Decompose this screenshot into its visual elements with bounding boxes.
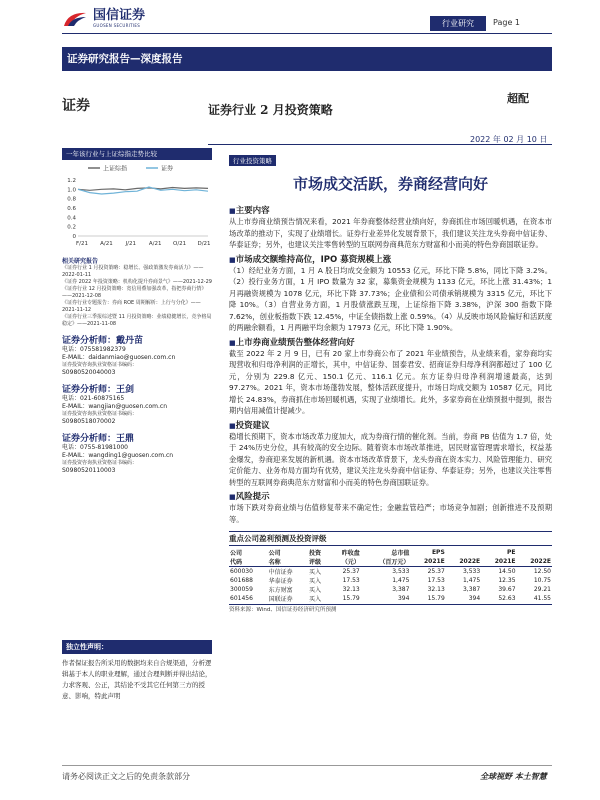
table-cell: 12.35 — [498, 577, 516, 584]
table-cell: 1,475 — [462, 577, 481, 584]
related-report-item: 《证券行业专题报告：券商 ROE 周期解析：上行与分化》——2021-11-12 — [62, 300, 201, 313]
table-cell: 华泰证券 — [268, 578, 293, 585]
date-divider — [208, 144, 552, 145]
table-header-cell: 评级 — [308, 559, 321, 566]
rating-label: 超配 — [507, 92, 529, 105]
section-heading: ■ 上市券商业绩预告整体经营向好 — [229, 336, 552, 348]
table-cell: 394 — [468, 595, 481, 602]
disclaimer-text: 作者保证报告所采用的数据均来自合规渠道，分析逻辑基于本人的职业理解，通过合理判断并得出结论，力求客观、公正，其结论不受其它任何第三方的授意、影响，特此声明 — [62, 659, 212, 700]
table-header-cell — [517, 548, 552, 557]
table-cell: 52.63 — [498, 595, 516, 602]
table-header-cell: EPS — [431, 549, 445, 556]
related-list — [62, 265, 212, 328]
table-row — [229, 585, 552, 594]
table-cell: 25.37 — [342, 568, 360, 575]
report-date: 2022 年 02 月 10 日 — [470, 135, 548, 144]
table-cell: 买入 — [308, 578, 321, 585]
table-cell: 中信证券 — [268, 569, 293, 576]
y-tick-label: 0.8 — [67, 196, 76, 203]
section-heading: ■ 投资建议 — [229, 419, 552, 431]
section-heading: ■ 市场成交额维持高位，IPO 募资规模上涨 — [229, 253, 552, 265]
table-header-cell: 昨收盘 — [341, 550, 360, 557]
main-content — [229, 148, 552, 613]
table-title: 重点公司盈利预测及投资评级 — [229, 531, 552, 546]
sidebar — [62, 148, 212, 475]
logo-name: 国信证券 — [93, 8, 146, 23]
section-paragraph: 市场下跌对券商业绩与估值修复带来不确定性；金融监管趋严；市场竞争加剧；创新推进不及预期等。 — [229, 503, 552, 524]
sections — [229, 204, 552, 525]
table-cell: 17.53 — [342, 577, 360, 584]
table-row — [229, 594, 552, 603]
y-tick-label: 0.6 — [67, 206, 76, 212]
related-report-item: 《证券 2022 年投资策略：机构化提升券商景气》——2021-12-29 — [62, 279, 212, 285]
analyst-cert-label: 证券投资咨询执业资格证书编码： — [62, 411, 138, 417]
section-paragraph: 从上市券商业绩预告情况来看，2021 年券商整体经营业绩向好，券商抓住市场回暖机遇，在资本市场改革的推动下，实现了业绩增长。证券行业差异化发展背景下，我们建议关注龙头券商中信证券、华泰证券；另外，也建议关注零售转型的互联网券商典范东方财富和小而美的特色券商国联证券。 — [229, 217, 552, 249]
table-cell: 买入 — [308, 596, 321, 603]
table-header-row-2 — [229, 557, 552, 567]
table-cell: 10.75 — [533, 577, 551, 584]
table-cell: 601456 — [230, 595, 253, 602]
page-number: Page 1 — [493, 18, 520, 27]
table-cell: 29.21 — [533, 586, 551, 593]
guosen-logo — [62, 9, 145, 28]
table-cell: 25.37 — [427, 568, 445, 575]
table-header-cell: 公司 — [230, 550, 243, 557]
x-tick-label: A/21 — [148, 241, 162, 247]
chart-title: 一年该行业与上证综指走势比较 — [62, 148, 212, 160]
analyst-tel: 电话：0755-81981000 — [62, 444, 128, 451]
table-cell: 买入 — [308, 569, 321, 576]
section-paragraph: （1）经纪业务方面，1 月 A 股日均成交金额为 10553 亿元，环比下降 5.8%，同比下降 3.2%。（2）投行业务方面，1 月 IPO 数量为 32 家，募集资金规模为 1133 亿元，环比上涨 31.43%；1 月再融资规模为 1078 亿元，环比下降 37.73%；企业债和公司债承销规模为 3315 亿元，环比下降 10%。（3）自营业务方面，1 月股债涨跌互现，上证综指下降 3.38%，沪深 300 指数下降 7.62%，创业板指数下跌 12.45%，中证全债指数上涨 0.59%。（4）从反映市场风险偏好和活跃度的两融余额看，1 月两融平均余额为 17973 亿元，环比下降 1.90%。 — [229, 265, 552, 332]
table-body — [229, 567, 552, 604]
table-header-cell: （百万元） — [379, 559, 410, 566]
table-row — [229, 567, 552, 577]
footer-slogan: 全球视野 本土智慧 — [480, 772, 547, 781]
table-cell: 3,387 — [462, 586, 481, 593]
related-title: 相关研究报告 — [62, 258, 99, 265]
table-cell: 32.13 — [342, 586, 360, 593]
table-cell: 394 — [397, 595, 410, 602]
table-header-cell: 代码 — [230, 559, 243, 566]
y-tick-label: 0.2 — [67, 224, 76, 231]
table-cell: 15.79 — [342, 595, 360, 602]
table-header-cell: 2022E — [530, 558, 551, 565]
section-paragraph: 稳增长预期下，资本市场改革力度加大，成为券商行情的催化剂。当前，券商 PB 估值为 1.7 倍，处于 24%历史分位，具有较高的安全边际。随着资本市场改革推进，居民财富管理需求增长，权益基金爆发，券商迎来发展的新机遇。资本市场改革背景下，龙头券商在资本实力、风险管理能力、研究定价能力、业务布局方面均有优势，建议关注龙头券商中信证券、华泰证券；另外，也建议关注零售转型的互联网券商典范东方财富和小而美的特色券商国联证券。 — [229, 431, 552, 487]
table-header-cell: 2021E — [494, 558, 516, 565]
y-tick-label: 1.2 — [67, 178, 76, 184]
table-cell: 15.79 — [427, 595, 445, 602]
analyst-name: 证券分析师：戴丹苗 — [62, 336, 144, 346]
table-cell: 600030 — [230, 568, 253, 575]
disclaimer-title: 独立性声明： — [62, 640, 212, 654]
report-title: 证券行业 2 月投资策略 — [208, 103, 333, 117]
x-tick-label: O/21 — [173, 241, 187, 247]
x-tick-label: D/21 — [197, 241, 211, 247]
table-header-cell: 总市值 — [391, 550, 410, 557]
footer-divider — [62, 765, 552, 766]
sector-label: 证券 — [62, 98, 90, 114]
analyst-list — [62, 333, 212, 475]
report-band: 证券研究报告—深度报告 — [62, 47, 552, 71]
analyst-cert-label: 证券投资咨询执业资格证书编码： — [62, 362, 138, 368]
top-divider — [62, 33, 552, 34]
x-tick-label: F/21 — [75, 241, 89, 247]
table-cell: 41.55 — [533, 595, 551, 602]
table-source: 资料来源：Wind、国信证券经济研究所预测 — [229, 604, 552, 613]
y-tick-label: 0 — [72, 234, 76, 240]
estimates-table — [229, 548, 552, 603]
table-cell: 300059 — [230, 586, 253, 593]
analyst-card — [62, 382, 212, 426]
column-tag: 行业投资策略 — [229, 155, 276, 166]
table-cell: 买入 — [308, 587, 321, 594]
trend-chart-svg — [62, 160, 212, 256]
table-cell: 1,475 — [392, 577, 410, 584]
analyst-email: E-MAIL：daidanmiao@guosen.com.cn — [62, 354, 176, 361]
trend-chart — [62, 160, 212, 256]
y-tick-label: 0.4 — [67, 215, 76, 222]
related-report-item: 《证券行业 1 月投资策略：稳增长、强政策激发券商活力》——2022-01-11 — [62, 265, 204, 278]
table-cell: 3,533 — [392, 568, 410, 575]
analyst-email: E-MAIL：wangjian@guosen.com.cn — [62, 403, 167, 410]
table-cell: 3,533 — [462, 568, 481, 575]
table-cell: 国联证券 — [268, 596, 293, 603]
logo-sub: GUOSEN SECURITIES — [93, 23, 141, 28]
table-header-cell: 投资 — [308, 550, 321, 557]
table-cell: 3,387 — [392, 586, 410, 593]
table-row — [229, 576, 552, 585]
related-report-item: 《证券行业 12 月投资策略：宽信用叠加强改革，指把券商行情》——2021-12-08 — [62, 286, 207, 299]
section-heading: ■ 主要内容 — [229, 204, 552, 216]
table-cell: 601688 — [230, 577, 253, 584]
table-cell: 32.13 — [427, 586, 445, 593]
section-paragraph: 截至 2022 年 2 月 9 日，已有 20 家上市券商公布了 2021 年业绩预告，从业绩来看，家券商均实现营收和归母净利润的正增长，其中，中信证券、国泰君安、招商证券归母净利润都超过了 100 亿元，分别为 229.8 亿元、150.1 亿元、116.1 亿元。东方证券归母净利润增速最高，达到 97.27%。2021 年，资本市场蓬勃发展，整体活跃度提升，市场日均成交额为 10587 亿元，同比增长 24.83%，券商抓住市场回暖机遇，实现了业绩增长。此外，多家券商在业绩预报中提到，报告期内信用减值计提减少。 — [229, 348, 552, 415]
table-header-cell: 公司 — [268, 550, 281, 557]
table-cell: 14.50 — [498, 568, 516, 575]
analyst-tel: 电话：021-60875165 — [62, 395, 125, 402]
table-header-cell: 2022E — [459, 558, 481, 565]
table-cell: 17.53 — [427, 577, 445, 584]
analyst-cert-label: 证券投资咨询执业资格证书编码： — [62, 460, 138, 466]
x-tick-label: A/21 — [100, 241, 113, 247]
footer-disclaimer: 请务必阅读正文之后的免责条款部分 — [62, 772, 190, 781]
table-header-cell: （元） — [341, 559, 360, 566]
table-header-cell: 2021E — [423, 558, 445, 565]
analyst-cert: S0980520110003 — [62, 467, 116, 474]
y-tick-label: 1.0 — [67, 187, 76, 194]
table-cell: 12.50 — [533, 568, 551, 575]
section-heading: ■ 风险提示 — [229, 490, 552, 502]
analyst-name: 证券分析师：王鼎 — [62, 434, 135, 444]
analyst-tel: 电话：075581982379 — [62, 346, 126, 353]
analyst-name: 证券分析师：王剑 — [62, 385, 135, 395]
legend-label: 上证综指 — [103, 165, 128, 173]
analyst-cert: S0980520040003 — [62, 369, 116, 376]
report-type-tag: 行业研究 — [430, 16, 486, 31]
table-header-row-1 — [229, 548, 552, 557]
legend-label: 证券 — [161, 165, 174, 173]
table-cell: 东方财富 — [268, 587, 293, 594]
analyst-email: E-MAIL：wangding1@guosen.com.cn — [62, 452, 174, 459]
table-cell: 39.67 — [498, 586, 516, 593]
table-header-cell: 名称 — [268, 559, 281, 566]
analyst-card — [62, 431, 212, 475]
table-header-cell — [446, 548, 481, 557]
analyst-cert: S0980518070002 — [62, 418, 116, 425]
related-report-item: 《证券行业三季报综述暨 11 月投资策略：业绩稳健增长，竞争格局稳定》——2021-11-08 — [62, 314, 212, 327]
table-header-cell: PE — [507, 549, 516, 556]
guosen-logo-icon — [62, 10, 88, 28]
x-tick-label: J/21 — [125, 241, 137, 247]
headline: 市场成交活跃，券商经营向好 — [292, 175, 488, 193]
analyst-card — [62, 333, 212, 377]
